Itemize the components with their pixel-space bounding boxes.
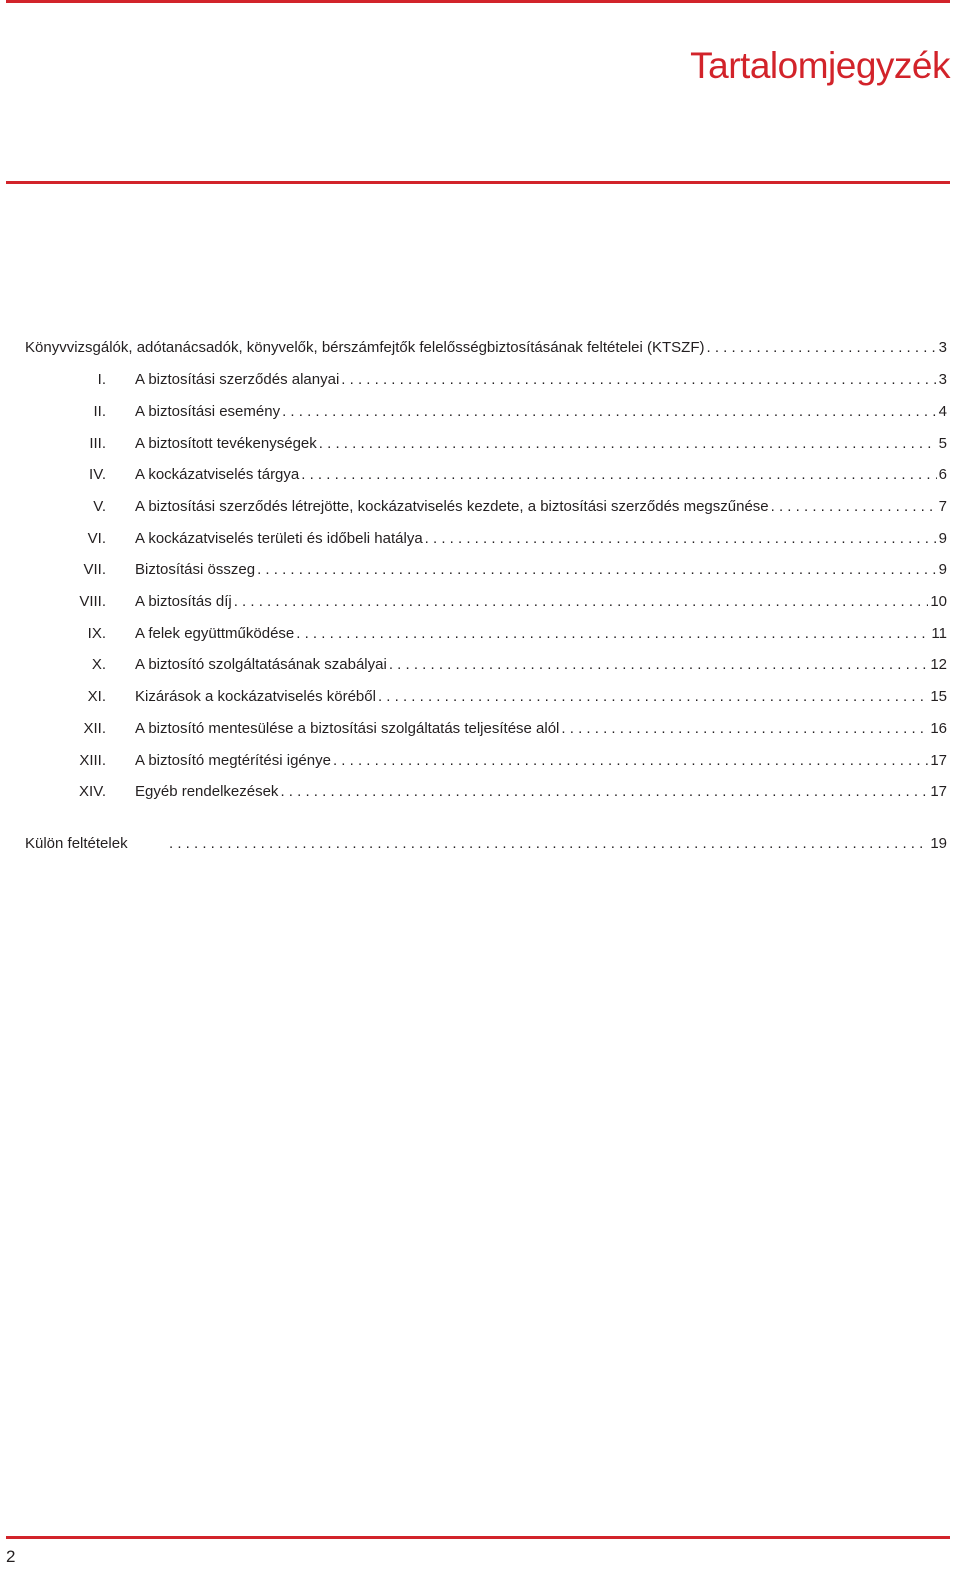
toc-entry[interactable] (25, 623, 947, 645)
toc-entry-page: 16 (930, 720, 947, 737)
toc-entry[interactable] (25, 496, 947, 518)
toc-entry-label: A felek együttműködése (135, 625, 295, 642)
dot-leader (234, 591, 929, 613)
toc-entry-label: A biztosítási szerződés létrejötte, kockázatviselés kezdete, a biztosítási szerződés megszűnése (135, 498, 769, 515)
toc-entry-number: X. (91, 656, 106, 673)
toc-entry-page: 17 (930, 752, 947, 769)
toc-entry-page: 11 (931, 625, 947, 642)
toc-entry-page: 9 (938, 530, 947, 547)
toc-entry-label: A kockázatviselés területi és időbeli hatálya (135, 530, 423, 547)
dot-leader (378, 686, 928, 708)
toc-entry-page: 9 (938, 561, 947, 578)
toc-entry[interactable] (25, 528, 947, 550)
toc-entry[interactable] (25, 369, 947, 391)
dot-leader (257, 559, 937, 581)
toc-entry-number: XIII. (79, 752, 106, 769)
header-divider (6, 181, 950, 184)
toc-entry[interactable] (25, 686, 947, 708)
dot-leader (282, 401, 937, 423)
dot-leader (425, 528, 937, 550)
toc-entry-label: A biztosító szolgáltatásának szabályai (135, 656, 387, 673)
toc-entry-number: XIV. (79, 783, 106, 800)
dot-leader (301, 464, 936, 486)
toc-entry[interactable] (25, 401, 947, 423)
toc-entry-label: A biztosított tevékenységek (135, 435, 317, 452)
footer-rule (6, 1536, 950, 1539)
toc-entry[interactable] (25, 750, 947, 772)
toc-entry-number: IV. (89, 466, 106, 483)
toc-entry-number: XI. (87, 688, 106, 705)
toc-entry-main[interactable] (25, 337, 947, 359)
toc-entry-page: 7 (938, 498, 947, 515)
toc-entry-label: A biztosító mentesülése a biztosítási szolgáltatás teljesítése alól (135, 720, 560, 737)
dot-leader (280, 781, 928, 803)
toc-entry[interactable] (25, 718, 947, 740)
toc-entry[interactable] (25, 654, 947, 676)
toc-entry-page: 19 (930, 835, 947, 852)
toc-entry-label: A biztosító megtérítési igénye (135, 752, 331, 769)
toc-entry-label: Külön feltételek (25, 835, 128, 852)
toc-entry-label: A biztosítási szerződés alanyai (135, 371, 340, 388)
toc-entry-label: Kizárások a kockázatviselés köréből (135, 688, 376, 705)
toc-entry[interactable] (25, 781, 947, 803)
toc-entry-page: 12 (930, 656, 947, 673)
toc-entry-page: 5 (938, 435, 947, 452)
toc-entry-extra[interactable] (25, 833, 947, 855)
toc-entry-page: 15 (930, 688, 947, 705)
toc-entry-page: 10 (930, 593, 947, 610)
toc-entry-number: III. (89, 435, 106, 452)
toc-entry-number: V. (93, 498, 106, 515)
dot-leader (771, 496, 937, 518)
dot-leader (296, 623, 929, 645)
toc-entry-number: IX. (87, 625, 106, 642)
dot-leader (561, 718, 928, 740)
page-number: 2 (6, 1547, 16, 1566)
dot-leader (389, 654, 928, 676)
toc-entry-page: 4 (938, 403, 947, 420)
toc-entry-label: Biztosítási összeg (135, 561, 256, 578)
toc-entry-number: I. (97, 371, 106, 388)
top-rule (6, 0, 950, 3)
dot-leader (319, 433, 937, 455)
dot-leader (333, 750, 928, 772)
page-title: Tartalomjegyzék (690, 44, 950, 86)
toc-entry-number: VIII. (79, 593, 106, 610)
toc-entry-label: A biztosítási esemény (135, 403, 281, 420)
toc-entry-number: II. (93, 403, 106, 420)
toc-entry-page: 3 (938, 371, 947, 388)
toc-entry[interactable] (25, 433, 947, 455)
toc-entry-label: A biztosítás díj (135, 593, 232, 610)
toc-entry-label: A kockázatviselés tárgya (135, 466, 300, 483)
dot-leader (341, 369, 936, 391)
toc-entry-number: VI. (87, 530, 106, 547)
dot-leader (707, 337, 937, 359)
toc-entry-label: Könyvvizsgálók, adótanácsadók, könyvelők, bérszámfejtők felelősségbiztosításának feltételei (KTSZF) (25, 339, 705, 356)
toc-entry-label: Egyéb rendelkezések (135, 783, 279, 800)
toc-entry-page: 17 (930, 783, 947, 800)
toc-entry[interactable] (25, 464, 947, 486)
toc-entry-page: 6 (938, 466, 947, 483)
toc-entry-page: 3 (938, 339, 947, 356)
toc-entry[interactable] (25, 559, 947, 581)
toc-entry-number: VII. (83, 561, 106, 578)
toc-entry[interactable] (25, 591, 947, 613)
toc-entry-number: XII. (83, 720, 106, 737)
dot-leader (169, 833, 928, 855)
